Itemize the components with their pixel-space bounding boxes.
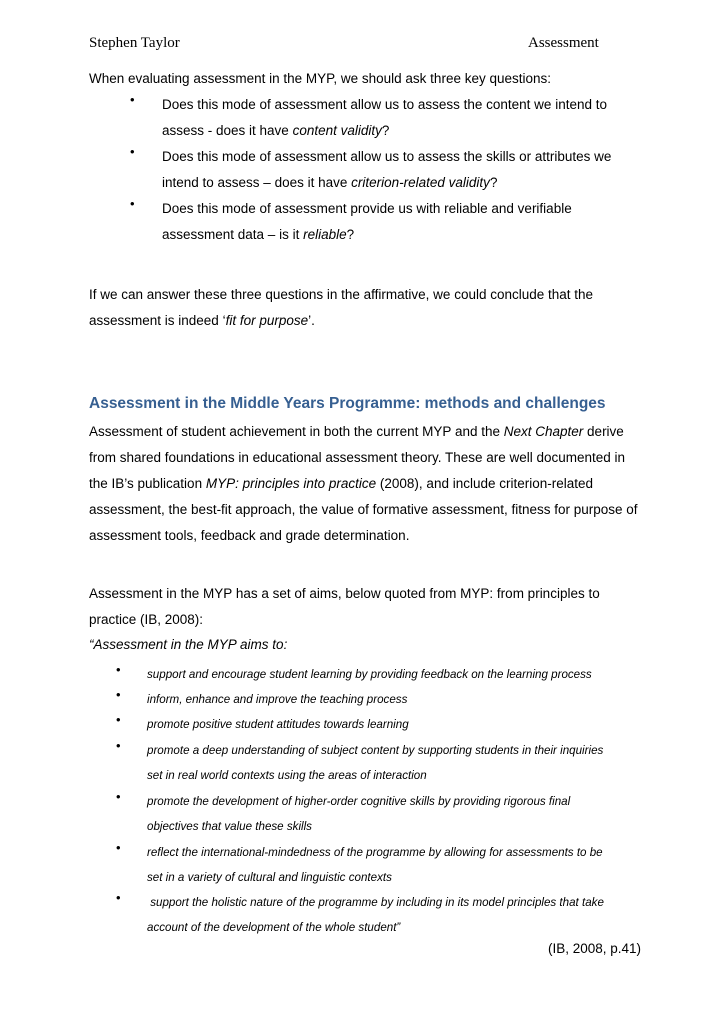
conclusion-paragraph [89,282,649,334]
bullet-icon: • [116,738,121,753]
question-text [162,196,632,248]
question-text [162,92,632,144]
header-author: Stephen Taylor [89,35,180,51]
aim-text [147,662,647,687]
paragraph-line: Assessment in the MYP has a set of aims, below quoted from MYP: from principles to [89,586,600,601]
aim-line: set in real world contexts using the areas of interaction [147,769,427,782]
fit-for-purpose-emphasis: fit for purpose [225,313,309,328]
aim-text [147,687,647,712]
aim-line: promote the development of higher-order cognitive skills by providing rigorous final [147,795,571,808]
intro-paragraph: When evaluating assessment in the MYP, we should ask three key questions: [89,71,552,86]
aim-line: set in a variety of cultural and linguistic contexts [147,871,392,884]
aim-line: account of the development of the whole student” [147,921,401,934]
citation: (IB, 2008, p.41) [548,941,642,956]
question-line: assess - does it have content validity? [162,123,390,138]
aim-line: support the holistic nature of the programme by including in its model principles that take [147,896,604,909]
question-item [0,196,728,248]
term-emphasis: reliable [303,227,347,242]
publication-title-emphasis: MYP: principles into practice [205,476,377,491]
paragraph-line: assessment, the best-fit approach, the value of formative assessment, fitness for purpose of [89,502,638,517]
term-emphasis: content validity [292,123,382,138]
aim-text [147,890,647,940]
bullet-icon: • [130,196,135,211]
quote-intro: “Assessment in the MYP aims to: [89,637,288,652]
term-emphasis: criterion-related validity [351,175,490,190]
paragraph-line: assessment tools, feedback and grade determination. [89,528,410,543]
question-line: assessment data – is it reliable? [162,227,355,242]
aim-line: reflect the international-mindedness of the programme by allowing for assessments to be [147,846,603,859]
aim-text [147,738,647,788]
bullet-icon: • [116,662,121,677]
bullet-icon: • [130,144,135,159]
section-heading: Assessment in the Middle Years Programme: methods and challenges [89,395,606,412]
question-text [162,144,632,196]
aim-line: promote a deep understanding of subject content by supporting students in their inquiries [147,744,604,757]
bullet-icon: • [116,789,121,804]
next-chapter-emphasis: Next Chapter [503,424,584,439]
bullet-icon: • [116,840,121,855]
aims-intro-paragraph [89,581,649,633]
bullet-icon: • [130,92,135,107]
paragraph-line: the IB’s publication MYP: principles into practice (2008), and include criterion-related [89,476,594,491]
bullet-icon: • [116,712,121,727]
question-item [0,144,728,196]
header-section: Assessment [528,35,599,51]
bullet-icon: • [116,890,121,905]
paragraph-line: practice (IB, 2008): [89,612,204,627]
question-line: Does this mode of assessment allow us to assess the content we intend to [162,97,607,112]
paragraph-line: Assessment of student achievement in both the current MYP and the Next Chapter derive [89,424,624,439]
aim-text [147,840,647,890]
conclusion-line: assessment is indeed ‘fit for purpose’. [89,313,315,328]
aim-line: support and encourage student learning by providing feedback on the learning process [147,668,592,681]
aim-line: inform, enhance and improve the teaching process [147,693,408,706]
methods-paragraph [89,419,659,549]
question-line: Does this mode of assessment provide us with reliable and verifiable [162,201,572,216]
question-line: intend to assess – does it have criterion-related validity? [162,175,498,190]
bullet-icon: • [116,687,121,702]
aim-line: promote positive student attitudes towards learning [147,718,409,731]
question-item [0,92,728,144]
aim-line: objectives that value these skills [147,820,312,833]
paragraph-line: from shared foundations in educational assessment theory. These are well documented in [89,450,626,465]
aim-text [147,712,647,737]
aim-text [147,789,647,839]
conclusion-line: If we can answer these three questions in the affirmative, we could conclude that the [89,287,594,302]
question-line: Does this mode of assessment allow us to assess the skills or attributes we [162,149,612,164]
